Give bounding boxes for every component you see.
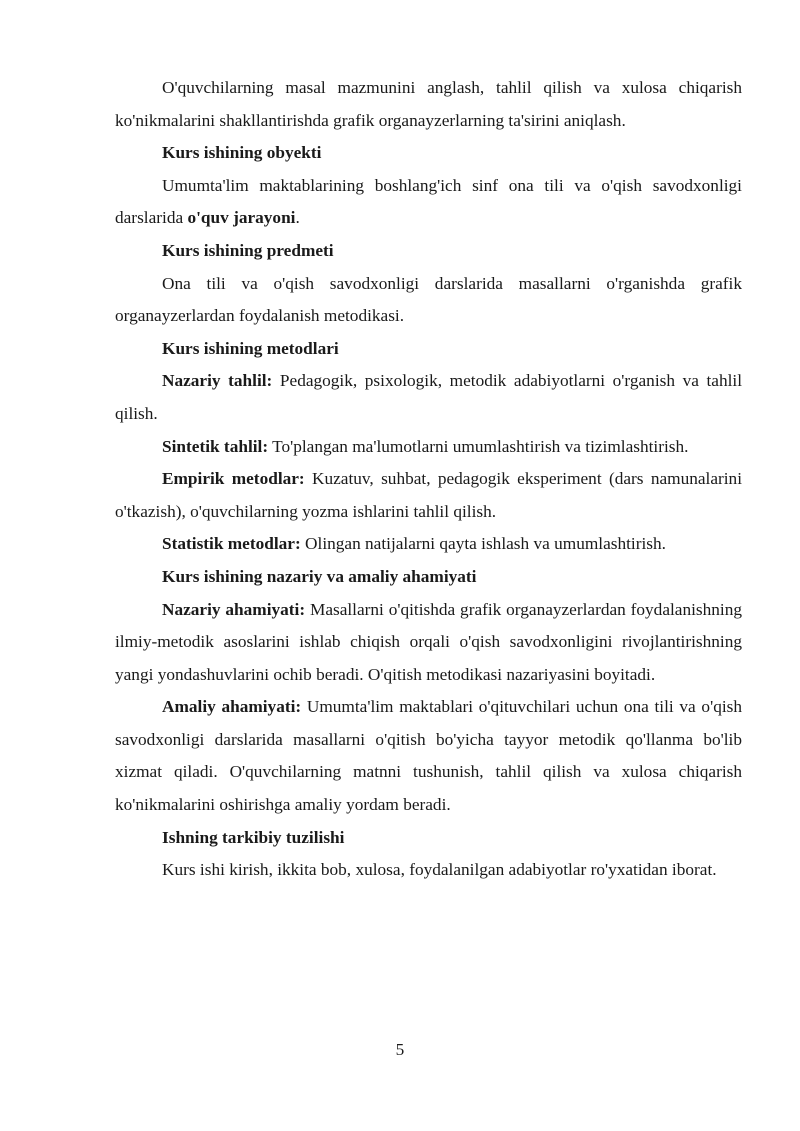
structure-paragraph: Kurs ishi kirish, ikkita bob, xulosa, foydalanilgan adabiyotlar ro'yxatidan iborat.: [162, 860, 717, 880]
object-bold-term: o'quv jarayoni: [187, 208, 296, 228]
method-theoretical: [115, 365, 742, 430]
significance-theoretical-label: Nazariy ahamiyati:: [162, 599, 306, 619]
significance-practical-label: Amaliy ahamiyati:: [162, 697, 302, 717]
method-statistical-text: Olingan natijalarni qayta ishlash va umumlashtirish.: [300, 534, 666, 554]
object-text: Umumta'lim maktablarining boshlang'ich sinf ona tili va o'qish savodxonligi darslarida: [115, 175, 742, 228]
subject-paragraph: Ona tili va o'qish savodxonligi darslarida masallarni o'rganishda grafik organayzerlardan foydalanish metodikasi.: [115, 273, 742, 326]
significance-practical-text: Umumta'lim maktablari o'qituvchilari uchun ona tili va o'qish savodxonligi darslarida masallarni o'qitish bo'yicha tayyor metodik qo'llanma bo'lib xizmat qiladi. O'quvchilarning matnni tushunish, tahlil qilish va xulosa chiqarish ko'nikmalarini oshirishga amaliy yordam beradi.: [115, 697, 742, 815]
significance-theoretical: [115, 594, 742, 692]
object-end: .: [295, 208, 300, 228]
method-statistical: [115, 528, 742, 561]
goal-paragraph: O'quvchilarning masal mazmunini anglash, tahlil qilish va xulosa chiqarish ko'nikmalarini shakllantirishda grafik organayzerlarning ta'sirini aniqlash.: [115, 78, 742, 130]
method-theoretical-label: Nazariy tahlil:: [162, 371, 273, 391]
method-empirical: [115, 463, 742, 528]
significance-practical: [115, 691, 742, 821]
method-synthetic-text: To'plangan ma'lumotlarni umumlashtirish va tizimlashtirish.: [268, 436, 689, 456]
method-theoretical-text: Pedagogik, psixologik, metodik adabiyotlarni o'rganish va tahlil qilish.: [115, 371, 743, 423]
significance-theoretical-text: Masallarni o'qitishda grafik organayzerlardan foydalanishning ilmiy-metodik asoslarini ishlab chiqish orqali o'qish savodxonligini rivojlantirishning yangi yondashuvlarini ochib beradi. O'qitish metodikasi nazariyasini boyitadi.: [115, 599, 742, 684]
object-paragraph: [115, 170, 742, 235]
method-synthetic: [115, 431, 742, 464]
heading-subject: Kurs ishining predmeti: [162, 240, 334, 260]
heading-significance: Kurs ishining nazariy va amaliy ahamiyati: [162, 566, 477, 586]
heading-methods: Kurs ishining metodlari: [162, 338, 339, 358]
heading-structure: Ishning tarkibiy tuzilishi: [162, 827, 345, 847]
page-content: [115, 72, 742, 887]
method-statistical-label: Statistik metodlar:: [162, 534, 301, 554]
heading-object: Kurs ishining obyekti: [162, 143, 322, 163]
page-number: 5: [395, 1040, 405, 1059]
method-empirical-text: Kuzatuv, suhbat, pedagogik eksperiment (dars namunalarini o'tkazish), o'quvchilarning yozma ishlarini tahlil qilish.: [115, 469, 742, 521]
method-empirical-label: Empirik metodlar:: [162, 469, 305, 489]
method-synthetic-label: Sintetik tahlil:: [162, 436, 269, 456]
